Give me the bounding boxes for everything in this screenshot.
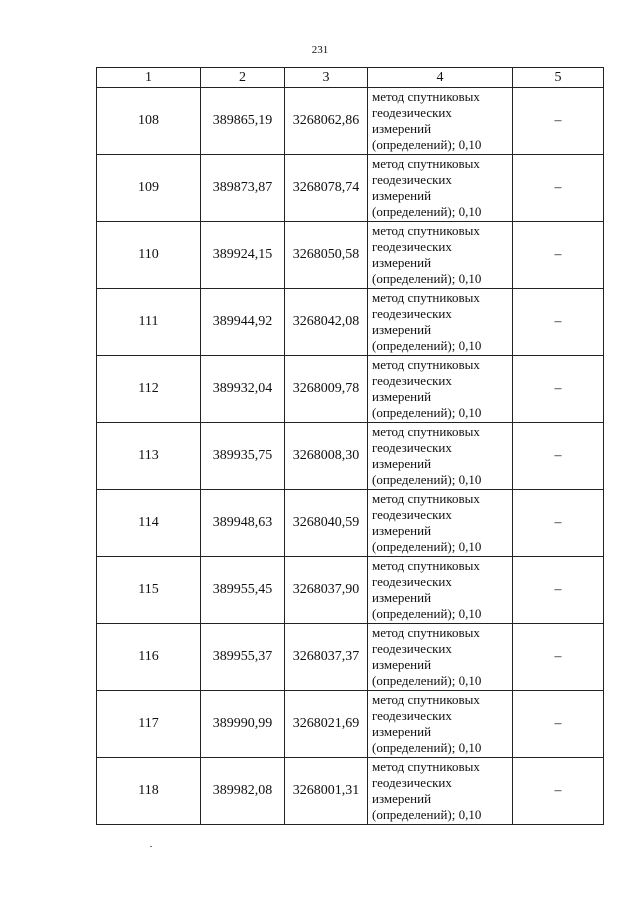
y-coordinate-cell: 3268037,37 xyxy=(285,624,368,691)
method-cell: метод спутниковых геодезических измерений (определений); 0,10 xyxy=(368,758,513,825)
x-coordinate-cell: 389935,75 xyxy=(201,423,285,490)
point-number-cell: 114 xyxy=(97,490,201,557)
table-row xyxy=(97,423,604,490)
table-row xyxy=(97,222,604,289)
point-number-cell: 118 xyxy=(97,758,201,825)
column-header-5: 5 xyxy=(513,68,604,88)
table-row xyxy=(97,490,604,557)
method-cell: метод спутниковых геодезических измерений (определений); 0,10 xyxy=(368,691,513,758)
x-coordinate-cell: 389873,87 xyxy=(201,155,285,222)
column-header-3: 3 xyxy=(285,68,368,88)
x-coordinate-cell: 389924,15 xyxy=(201,222,285,289)
y-coordinate-cell: 3268001,31 xyxy=(285,758,368,825)
x-coordinate-cell: 389990,99 xyxy=(201,691,285,758)
note-cell: – xyxy=(513,758,604,825)
note-cell: – xyxy=(513,289,604,356)
method-cell: метод спутниковых геодезических измерений (определений); 0,10 xyxy=(368,289,513,356)
note-cell: – xyxy=(513,155,604,222)
column-header-2: 2 xyxy=(201,68,285,88)
note-cell: – xyxy=(513,557,604,624)
table-row xyxy=(97,758,604,825)
table-row xyxy=(97,691,604,758)
table-row xyxy=(97,88,604,155)
coordinates-table xyxy=(96,67,604,825)
method-cell: метод спутниковых геодезических измерений (определений); 0,10 xyxy=(368,423,513,490)
y-coordinate-cell: 3268037,90 xyxy=(285,557,368,624)
point-number-cell: 117 xyxy=(97,691,201,758)
point-number-cell: 108 xyxy=(97,88,201,155)
note-cell: – xyxy=(513,624,604,691)
y-coordinate-cell: 3268009,78 xyxy=(285,356,368,423)
y-coordinate-cell: 3268078,74 xyxy=(285,155,368,222)
table-header xyxy=(97,68,604,88)
x-coordinate-cell: 389944,92 xyxy=(201,289,285,356)
point-number-cell: 113 xyxy=(97,423,201,490)
table-row xyxy=(97,356,604,423)
table-body xyxy=(97,88,604,825)
method-cell: метод спутниковых геодезических измерений (определений); 0,10 xyxy=(368,624,513,691)
y-coordinate-cell: 3268021,69 xyxy=(285,691,368,758)
header-row xyxy=(97,68,604,88)
x-coordinate-cell: 389982,08 xyxy=(201,758,285,825)
note-cell: – xyxy=(513,423,604,490)
x-coordinate-cell: 389865,19 xyxy=(201,88,285,155)
y-coordinate-cell: 3268042,08 xyxy=(285,289,368,356)
note-cell: – xyxy=(513,88,604,155)
x-coordinate-cell: 389948,63 xyxy=(201,490,285,557)
note-cell: – xyxy=(513,691,604,758)
method-cell: метод спутниковых геодезических измерений (определений); 0,10 xyxy=(368,356,513,423)
y-coordinate-cell: 3268040,59 xyxy=(285,490,368,557)
x-coordinate-cell: 389955,45 xyxy=(201,557,285,624)
table-row xyxy=(97,289,604,356)
point-number-cell: 110 xyxy=(97,222,201,289)
method-cell: метод спутниковых геодезических измерений (определений); 0,10 xyxy=(368,222,513,289)
y-coordinate-cell: 3268008,30 xyxy=(285,423,368,490)
column-header-4: 4 xyxy=(368,68,513,88)
point-number-cell: 109 xyxy=(97,155,201,222)
table-row xyxy=(97,624,604,691)
x-coordinate-cell: 389932,04 xyxy=(201,356,285,423)
point-number-cell: 116 xyxy=(97,624,201,691)
y-coordinate-cell: 3268062,86 xyxy=(285,88,368,155)
column-header-1: 1 xyxy=(97,68,201,88)
method-cell: метод спутниковых геодезических измерений (определений); 0,10 xyxy=(368,490,513,557)
method-cell: метод спутниковых геодезических измерений (определений); 0,10 xyxy=(368,557,513,624)
x-coordinate-cell: 389955,37 xyxy=(201,624,285,691)
note-cell: – xyxy=(513,222,604,289)
point-number-cell: 112 xyxy=(97,356,201,423)
method-cell: метод спутниковых геодезических измерений (определений); 0,10 xyxy=(368,88,513,155)
table-row xyxy=(97,557,604,624)
note-cell: – xyxy=(513,490,604,557)
page-number: 231 xyxy=(311,44,329,56)
point-number-cell: 115 xyxy=(97,557,201,624)
note-cell: – xyxy=(513,356,604,423)
method-cell: метод спутниковых геодезических измерений (определений); 0,10 xyxy=(368,155,513,222)
stray-mark xyxy=(150,846,152,847)
table-row xyxy=(97,155,604,222)
point-number-cell: 111 xyxy=(97,289,201,356)
y-coordinate-cell: 3268050,58 xyxy=(285,222,368,289)
